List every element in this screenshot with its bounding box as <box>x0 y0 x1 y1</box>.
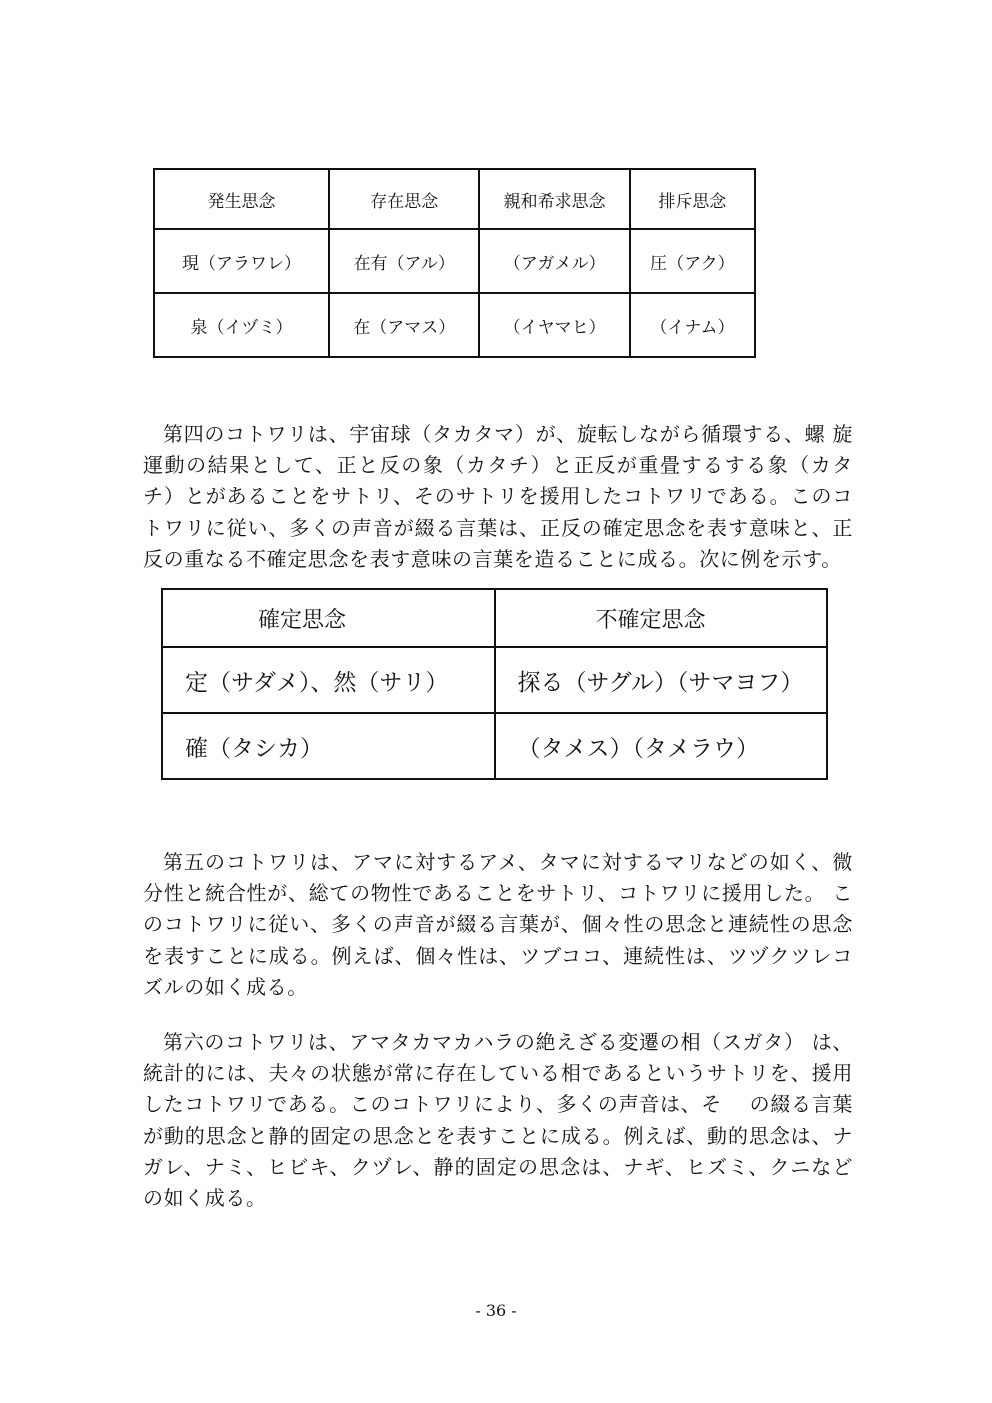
table-row <box>162 647 827 713</box>
paragraph-sixth-kotowari: 第六のコトワリは、アマタカマカハラの絶えざる変遷の相（スガタ） は、統計的には、夫々の状態が常に存在している相であるというサトリを、援用したコトワリである。このコトワリにより、多くの声音は、そ の綴る言葉が動的思念と静的固定の思念とを表すことに成る。例えば、動的思念は、ナガレ、ナミ、ヒビキ、クヅレ、静的固定の思念は、ナギ、ヒズミ、クニなどの如く成る。 <box>143 1030 853 1211</box>
table-cell: （アガメル） <box>479 229 629 293</box>
table-row <box>154 293 755 357</box>
table-cell: 確（タシカ） <box>162 713 495 779</box>
kakutei-table <box>161 588 828 780</box>
table-cell: 定（サダメ）、然（サリ） <box>162 647 495 713</box>
table-cell: 泉（イヅミ） <box>154 293 329 357</box>
table-cell: 探る（サグル）（サマヨフ） <box>495 647 828 713</box>
paragraph-fifth-kotowari: 第五のコトワリは、アマに対するアメ、タマに対するマリなどの如く、微分性と統合性が、総ての物性であることをサトリ、コトワリに援用した。 このコトワリに従い、多くの声音が綴る言葉が、個々性の思念と連続性の思念を表すことに成る。例えば、個々性は、ツブココ、連続性は、ツヅクツレコズルの如く成る。 <box>143 850 853 999</box>
table-header-row <box>154 169 755 229</box>
table-header-cell: 不確定思念 <box>495 589 828 647</box>
table-cell: （イナム） <box>630 293 755 357</box>
table-header-cell: 排斥思念 <box>630 169 755 229</box>
table-header-cell: 発生思念 <box>154 169 329 229</box>
table-cell: （イヤマヒ） <box>479 293 629 357</box>
table-cell: （タメス）（タメラウ） <box>495 713 828 779</box>
table-cell: 圧（アク） <box>630 229 755 293</box>
table-cell: 現（アラワレ） <box>154 229 329 293</box>
table-header-cell: 存在思念 <box>329 169 479 229</box>
table-cell: 在（アマス） <box>329 293 479 357</box>
table-cell: 在有（アル） <box>329 229 479 293</box>
paragraph-fourth-kotowari: 第四のコトワリは、宇宙球（タカタマ）が、旋転しながら循環する、螺 旋運動の結果として、正と反の象（カタチ）と正反が重畳するする象（カタチ）とがあることをサトリ、そのサトリを援用したコトワリである。このコトワリに従い、多くの声音が綴る言葉は、正反の確定思念を表す意味と、正反の重なる不確定思念を表す意味の言葉を造ることに成る。次に例を示す。 <box>143 422 853 571</box>
table-header-cell: 親和希求思念 <box>479 169 629 229</box>
table-header-cell: 確定思念 <box>162 589 495 647</box>
omnen-table <box>153 168 756 358</box>
table-header-row <box>162 589 827 647</box>
page-number: - 36 - <box>475 1301 517 1320</box>
table-row <box>154 229 755 293</box>
table-row <box>162 713 827 779</box>
